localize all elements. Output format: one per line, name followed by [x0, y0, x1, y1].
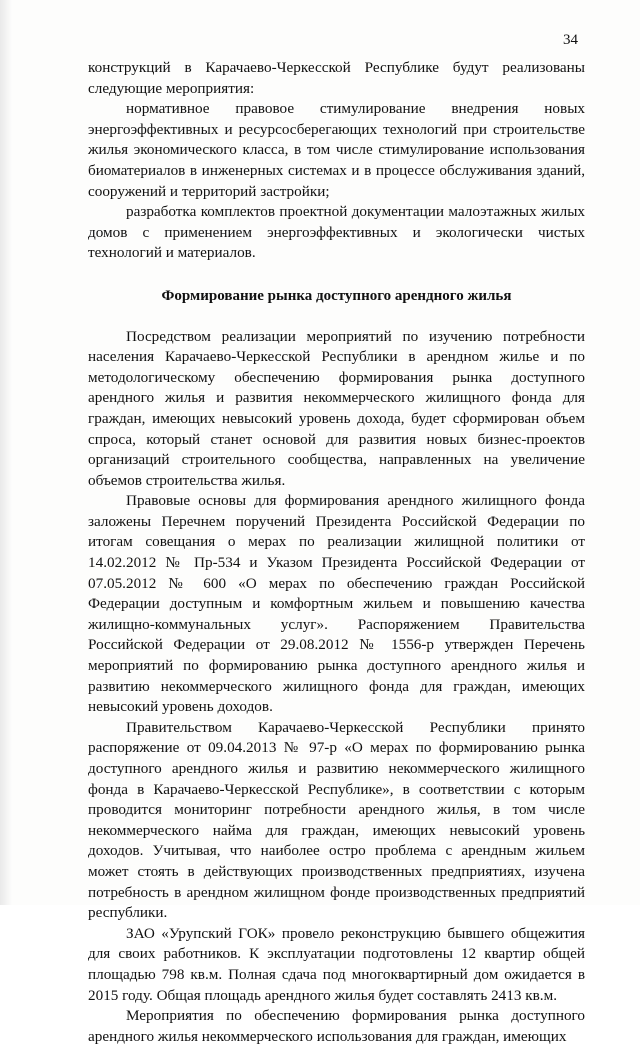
- document-body: [88, 58, 585, 1047]
- paragraph-demand: Посредством реализации мероприятий по изучению потребности населения Карачаево-Черкесской Республики в арендном жилье и по методологическому обеспечению формирования рынка доступного арендного жилья и развития некоммерческого жилищного фонда для граждан, имеющих невысокий уровень дохода, будет сформирован объем спроса, который станет основой для развития новых бизнес-проектов организаций строительного сообщества, направленных на увеличение объемов строительства жилья.: [88, 327, 585, 489]
- paragraph-continuation: конструкций в Карачаево-Черкесской Республике будут реализованы следующие мероприятия:: [88, 59, 585, 97]
- list-item-design-docs: разработка комплектов проектной документации малоэтажных жилых домов с применением энергоэффективных и экологически чистых технологий и материалов.: [88, 203, 585, 262]
- page-number: 34: [563, 32, 578, 48]
- section-heading: Формирование рынка доступного арендного жилья: [161, 287, 512, 304]
- paragraph-urup-gok: ЗАО «Урупский ГОК» провело реконструкцию бывшего общежития для своих работников. К эксплуатации подготовлены 12 квартир общей площадью 798 кв.м. Полная сдача под многоквартирный дом ожидается в 2015 году. Общая площадь арендного жилья будет составлять 2413 кв.м.: [88, 924, 585, 1004]
- scan-edge-shadow: [0, 0, 12, 905]
- paragraph-measures: Мероприятия по обеспечению формирования рынка доступного арендного жилья некоммерческого использования для граждан, имеющих: [88, 1007, 585, 1045]
- paragraph-legal-basis: Правовые основы для формирования арендного жилищного фонда заложены Перечнем поручений Президента Российской Федерации по итогам совещания о мерах по реализации жилищной политики от 14.02.2012 № Пр-534 и Указом Президента Российской Федерации от 07.05.2012 № 600 «О мерах по обеспечению граждан Российской Федерации доступным и комфортным жильем и повышению качества жилищно-коммунальных услуг». Распоряжением Правительства Российской Федерации от 29.08.2012 № 1556-р утвержден Перечень мероприятий по формированию рынка доступного арендного жилья и развитию некоммерческого жилищного фонда для граждан, имеющих невысокий уровень доходов.: [88, 492, 585, 716]
- list-item-normative: нормативное правовое стимулирование внедрения новых энергоэффективных и ресурсосберегающих технологий при строительстве жилья экономического класса, в том числе стимулирование использования биоматериалов в инженерных системах и в процессе обслуживания зданий, сооружений и территорий застройки;: [88, 100, 585, 200]
- paragraph-government-order: Правительством Карачаево-Черкесской Республики принято распоряжение от 09.04.2013 № 97-р «О мерах по формированию рынка доступного арендного жилья и развитию некоммерческого жилищного фонда в Карачаево-Черкесской Республике», в соответствии с которым проводится мониторинг потребности арендного жилья, в том числе некоммерческого найма для граждан, имеющих невысокий уровень доходов. Учитывая, что наиболее остро проблема с арендным жильем может стоять в действующих производственных предприятиях, изучена потребность в арендном жилищном фонде производственных предприятий республики.: [88, 718, 585, 922]
